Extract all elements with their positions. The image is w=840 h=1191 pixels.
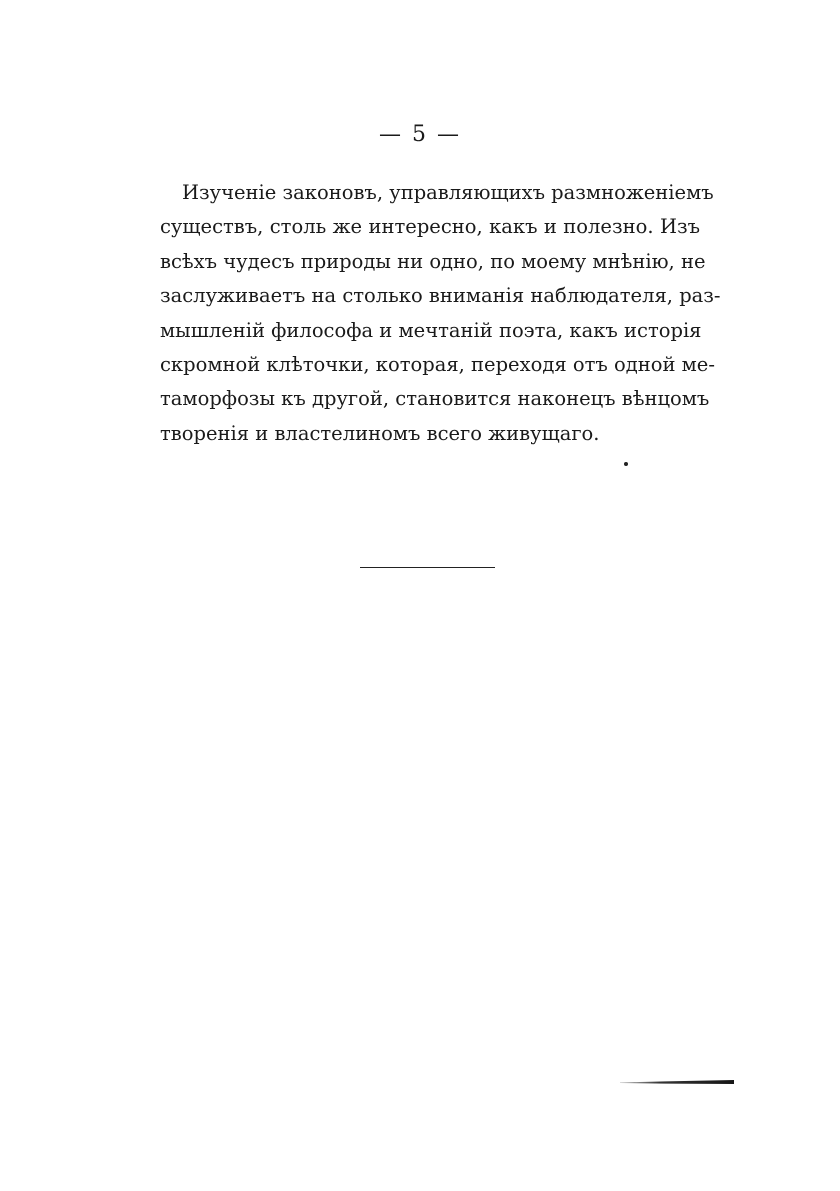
text-line: существъ, столь же интересно, какъ и полезно. Изъ (160, 215, 700, 239)
text-line: творенія и властелиномъ всего живущаго. (160, 421, 600, 445)
body-paragraph (160, 176, 721, 451)
ink-speck (624, 462, 628, 466)
text-line: всѣхъ чудесъ природы ни одно, по моему мнѣнію, не (160, 249, 706, 273)
text-line: мышленій философа и мечтаній поэта, какъ исторія (160, 318, 702, 342)
text-line: скромной клѣточки, которая, переходя отъ одной ме- (160, 352, 715, 376)
text-line: Изученіе законовъ, управляющихъ размноженіемъ (182, 181, 714, 204)
text-line: таморфозы къ другой, становится наконецъ вѣнцомъ (160, 387, 710, 411)
printer-mark-rule (620, 1080, 734, 1084)
text-line: заслуживаетъ на столько вниманія наблюдателя, раз- (160, 284, 721, 308)
section-divider-rule (360, 567, 495, 568)
page-number: — 5 — (379, 122, 461, 147)
